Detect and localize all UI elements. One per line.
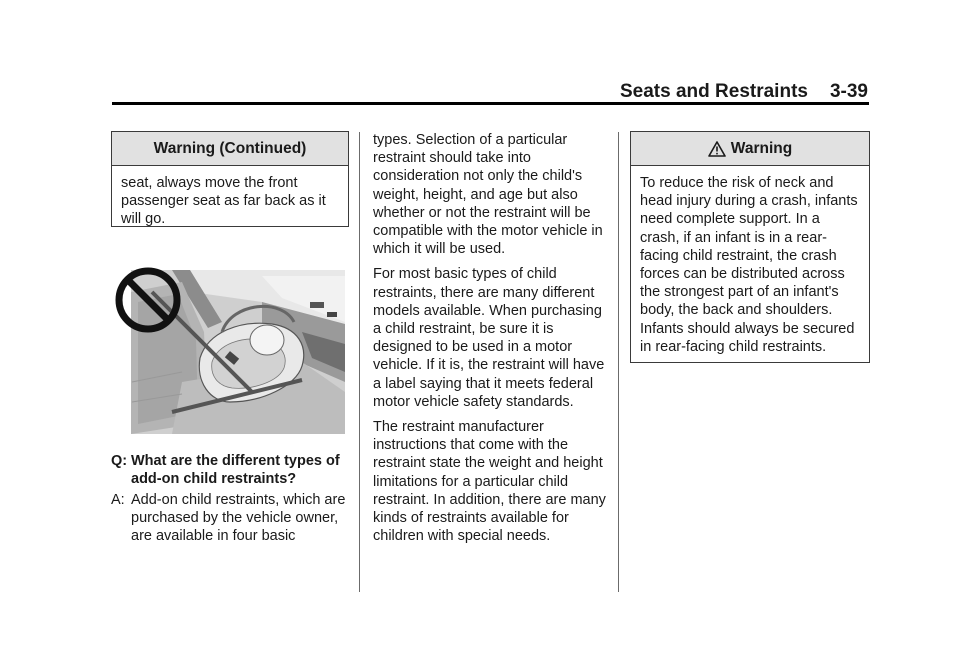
page-header bbox=[620, 81, 868, 103]
question-text: What are the different types of add-on child restraints? bbox=[131, 453, 340, 488]
warning-continued-text: seat, always move the front passenger seat as far back as it will go. bbox=[121, 175, 326, 228]
column-divider bbox=[618, 132, 619, 592]
child-seat-illustration bbox=[112, 262, 345, 434]
column-divider bbox=[359, 132, 360, 592]
question-block bbox=[111, 452, 351, 488]
warning-continued-title: Warning (Continued) bbox=[112, 132, 348, 166]
prohibition-icon bbox=[114, 266, 182, 334]
warning-box bbox=[630, 131, 870, 363]
answer-text: Add-on child restraints, which are purchased by the vehicle owner, are available in four basic bbox=[131, 492, 346, 545]
header-rule bbox=[112, 102, 869, 105]
paragraph: For most basic types of child restraints, there are many different models available. When purchasing a child restraint, be sure it is designed to be used in a motor vehicle. If it is, the restraint will have a label saying that it meets federal motor vehicle safety standards. bbox=[373, 266, 605, 410]
warning-text: To reduce the risk of neck and head injury during a crash, infants need complete support. In a crash, if an infant is in a rear-facing child restraint, the crash forces can be distributed across the strongest part of an infant's body, the back and shoulders. Infants should always be secured in rear-facing child restraints. bbox=[640, 175, 858, 355]
question-label: Q: bbox=[111, 453, 128, 469]
caution-triangle-icon bbox=[708, 141, 726, 157]
warning-title: Warning bbox=[730, 139, 793, 157]
section-title: Seats and Restraints bbox=[620, 81, 808, 102]
paragraph: The restraint manufacturer instructions that come with the restraint state the weight and height limitations for a particular child restraint. In addition, there are many kinds of restraints available for children with special needs. bbox=[373, 419, 606, 545]
column-2-text bbox=[373, 131, 611, 552]
paragraph: types. Selection of a particular restraint should take into consideration not only the child's weight, height, and age but also whether or not the restraint will be compatible with the motor vehicle in which it will be used. bbox=[373, 132, 603, 258]
warning-continued-box bbox=[111, 131, 349, 227]
warning-header bbox=[631, 132, 869, 166]
page-number: 3-39 bbox=[829, 81, 868, 102]
answer-label: A: bbox=[111, 492, 125, 508]
answer-block bbox=[111, 491, 351, 546]
